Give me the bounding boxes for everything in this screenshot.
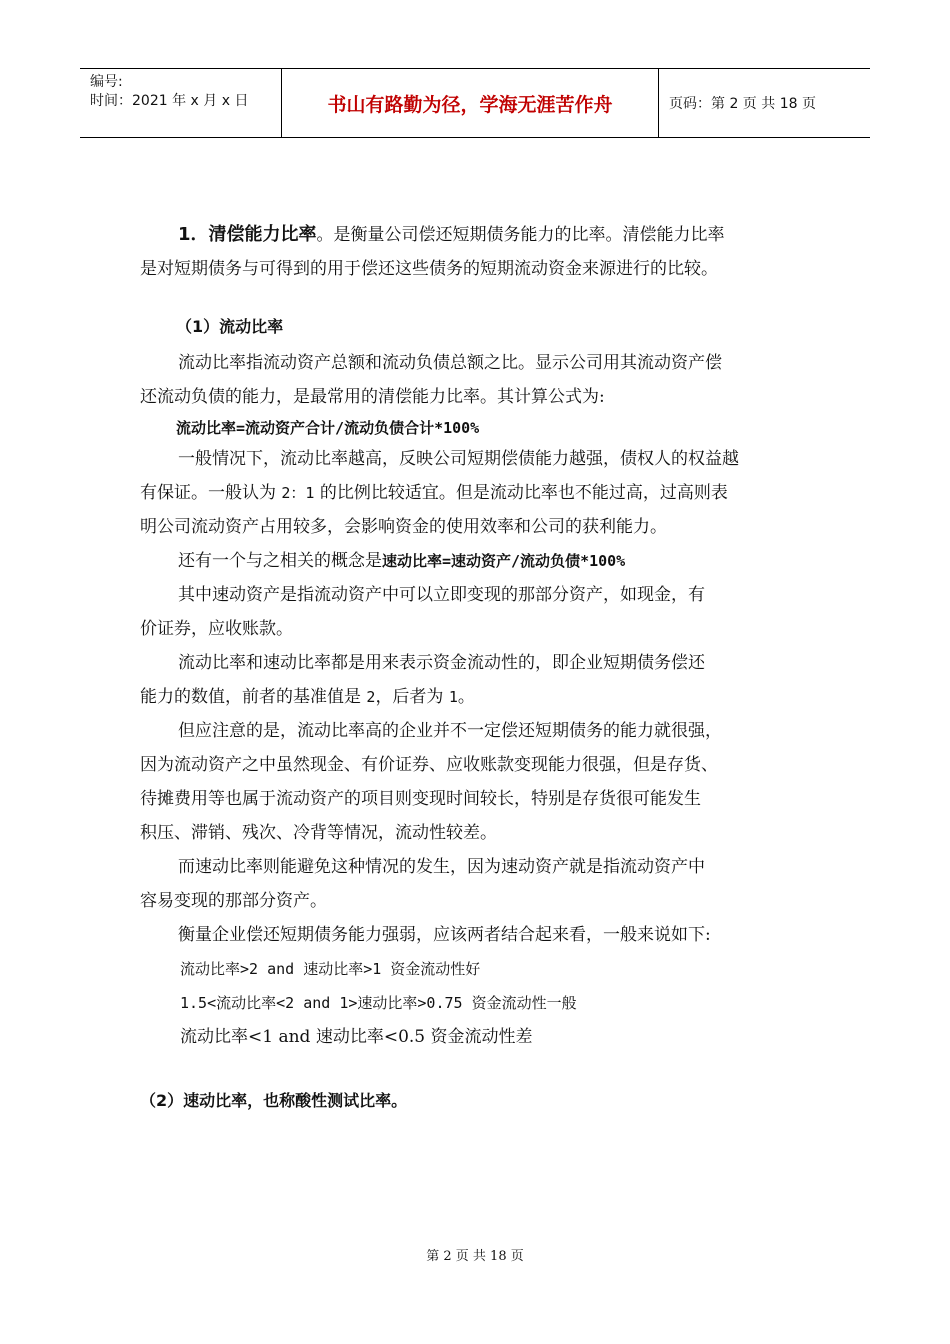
benchmark-current: 2 xyxy=(366,688,376,706)
section-1-heading xyxy=(140,218,812,252)
paragraph-2c: 明公司流动资产占用较多，会影响资金的使用效率和公司的获利能力。 xyxy=(140,517,667,537)
paragraph-5b xyxy=(140,680,812,714)
paragraph-5b-mid: ，后者为 xyxy=(375,687,449,707)
header-meta xyxy=(80,69,282,137)
paragraph-6c: 待摊费用等也属于流动资产的项目则变现时间较长，特别是存货很可能发生 xyxy=(140,789,701,809)
paragraph-6a: 但应注意的是，流动比率高的企业并不一定偿还短期债务的能力就很强， xyxy=(178,721,722,741)
subsection-1-title: （1）流动比率 xyxy=(176,317,284,336)
paragraph-7b: 容易变现的那部分资产。 xyxy=(140,891,327,911)
paragraph-4b: 价证券，应收账款。 xyxy=(140,619,293,639)
paragraph-3-pre: 还有一个与之相关的概念是 xyxy=(178,551,382,571)
rule-good: 流动比率>2 and 速动比率>1 资金流动性好 xyxy=(180,960,481,978)
document-body xyxy=(140,218,812,1118)
header-number-label: 编号: xyxy=(90,74,123,90)
section-1-intro: 。是衡量公司偿还短期债务能力的比率。清偿能力比率 xyxy=(316,225,725,245)
paragraph-2b-post: 的比例比较适宜。但是流动比率也不能过高，过高则表 xyxy=(314,483,728,503)
paragraph-8: 衡量企业偿还短期债务能力强弱，应该两者结合起来看，一般来说如下: xyxy=(178,925,711,945)
section-1-intro-cont: 是对短期债务与可得到的用于偿还这些债务的短期流动资金来源进行的比较。 xyxy=(140,259,718,279)
benchmark-quick: 1 xyxy=(448,688,458,706)
header-motto: 书山有路勤为径，学海无涯苦作舟 xyxy=(282,69,659,137)
header-time-label: 时间：2021 年 x 月 x 日 xyxy=(90,93,249,109)
formula-current-ratio: 流动比率=流动资产合计/流动负债合计*100% xyxy=(176,419,480,437)
rule-average: 1.5<流动比率<2 and 1>速动比率>0.75 资金流动性一般 xyxy=(180,994,577,1012)
paragraph-1a: 流动比率指流动资产总额和流动负债总额之比。显示公司用其流动资产偿 xyxy=(178,353,722,373)
paragraph-6b: 因为流动资产之中虽然现金、有价证券、应收账款变现能力很强，但是存货、 xyxy=(140,755,718,775)
formula-quick-ratio: 速动比率=速动资产/流动负债*100% xyxy=(382,552,626,570)
paragraph-5a: 流动比率和速动比率都是用来表示资金流动性的，即企业短期债务偿还 xyxy=(178,653,705,673)
rule-poor: 流动比率<1 and 速动比率<0.5 资金流动性差 xyxy=(180,1027,533,1047)
paragraph-5b-post: 。 xyxy=(457,687,475,707)
page-header xyxy=(80,68,870,138)
subsection-2-title: （2）速动比率，也称酸性测试比率。 xyxy=(140,1091,408,1110)
paragraph-2b-pre: 有保证。一般认为 xyxy=(140,483,282,503)
paragraph-5b-pre: 能力的数值，前者的基准值是 xyxy=(140,687,367,707)
paragraph-2a: 一般情况下，流动比率越高，反映公司短期偿债能力越强，债权人的权益越 xyxy=(178,449,739,469)
paragraph-7a: 而速动比率则能避免这种情况的发生，因为速动资产就是指流动资产中 xyxy=(178,857,705,877)
paragraph-1b: 还流动负债的能力，是最常用的清偿能力比率。其计算公式为: xyxy=(140,387,605,407)
paragraph-3 xyxy=(140,544,812,578)
header-page-info: 页码：第 2 页 共 18 页 xyxy=(669,96,816,112)
section-1-title: 1．清偿能力比率 xyxy=(178,224,317,245)
page-footer: 第 2 页 共 18 页 xyxy=(426,1249,524,1264)
ratio-value: 2：1 xyxy=(281,484,315,502)
paragraph-4a: 其中速动资产是指流动资产中可以立即变现的那部分资产，如现金，有 xyxy=(178,585,705,605)
paragraph-6d: 积压、滞销、残次、冷背等情况，流动性较差。 xyxy=(140,823,497,843)
paragraph-2b xyxy=(140,476,812,510)
